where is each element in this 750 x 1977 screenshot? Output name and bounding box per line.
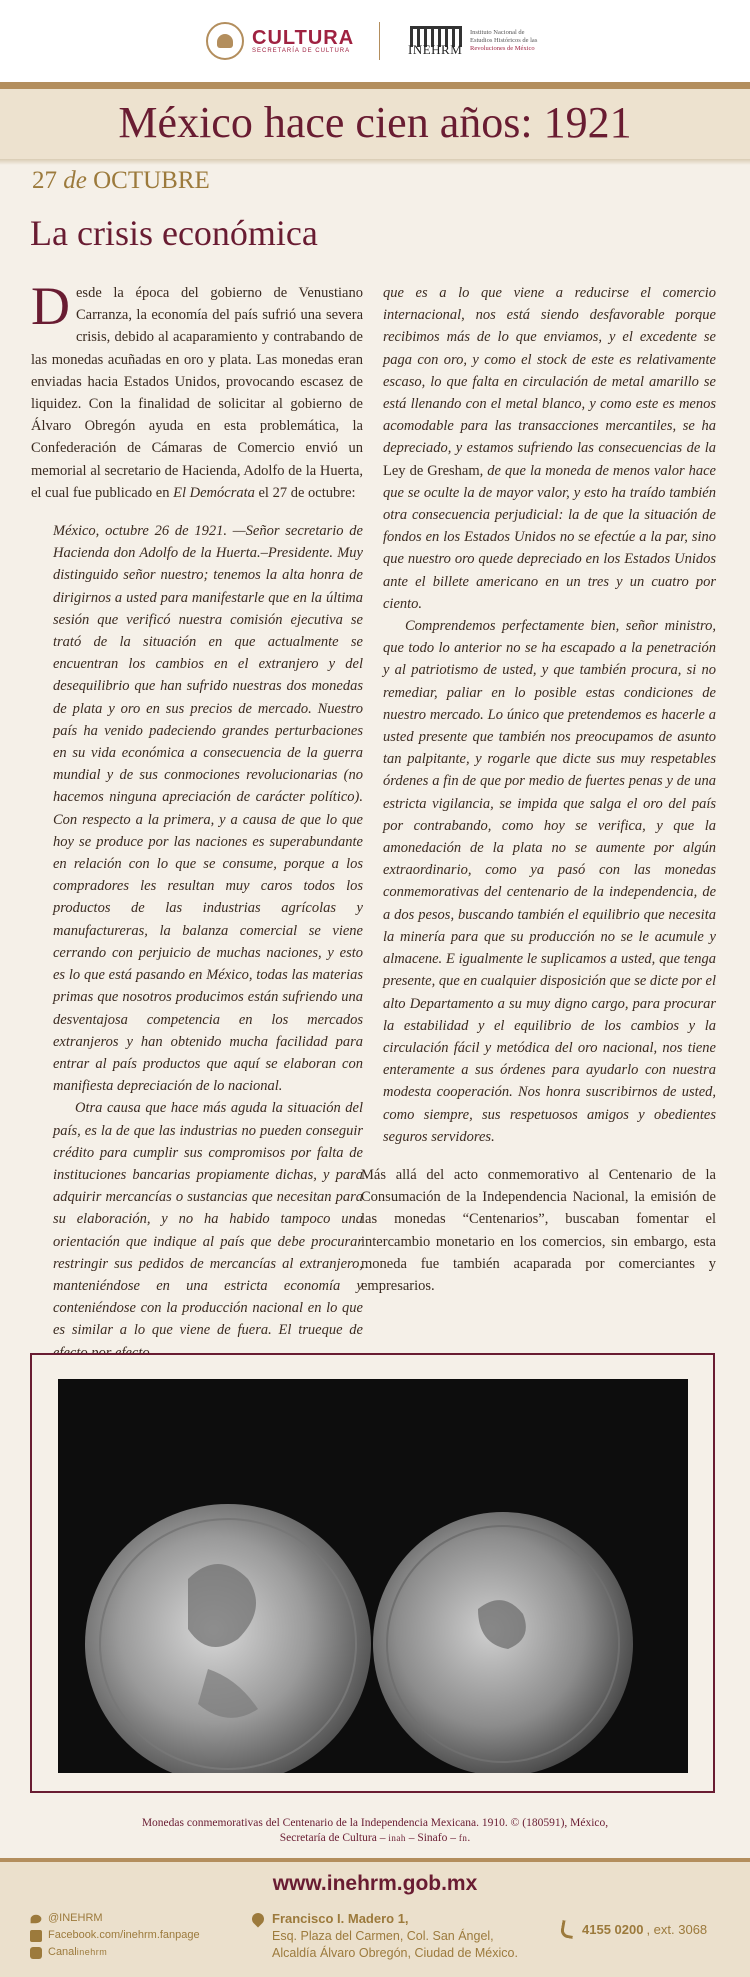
phone-ext: , ext. 3068 [646, 1922, 708, 1937]
twitter-handle: @INEHRM [48, 1912, 103, 1924]
caption-part: – Sinafo – [405, 1832, 459, 1844]
photo-caption [40, 1816, 710, 1846]
youtube-label: Canal [48, 1946, 77, 1958]
quote-paragraph-3: Comprendemos perfectamente bien, señor ministro, que todo lo anterior no se ha escapado a la penetración y al patriotismo de usted, y que también procura, si no remediar, paliar en lo posible estas condiciones de nuestro mercado. Lo único que pretendemos es hacerle a usted presente que también nos preocupamos de asunto tan palpitante, y rogarle que dicte sus muy respetables órdenes a fin de que por medio de fuertes penas y de una estricta vigilancia, se impida que salga el oro del país por contrabando, como hoy se verifica, y que la amonedación de la plata no se aumente por algún extraordinario, como ya pasó con las monedas conmemorativas del centenario de la independencia, de a dos pesos, buscando también el equilibrio que necesita la minería para que su producción no se le acumule y almacene. E igualmente le suplicamos a usted, que tenga presente, que en cualquier disposición que se dicte por el alto Departamento a su muy digno cargo, para procurar la estabilidad y el equilibrio de los cambios y la circulación fácil y metódica del oro nacional, nos tiene enteramente a sus órdenes para ayudarlo con nuestra modesta cooperación. Nos honra suscribirnos de usted, como siempre, sus respetuosos amigos y obedientes seguros servidores. [383, 618, 716, 1145]
article-headline: La crisis económica [30, 213, 318, 253]
date-month: OCTUBRE [93, 167, 210, 194]
address-line-3: Alcaldía Álvaro Obregón, Ciudad de México. [272, 1946, 518, 1960]
facebook-url: Facebook.com/inehrm.fanpage [48, 1929, 200, 1941]
inehrm-logo [408, 24, 550, 58]
inehrm-desc-line: Estudios Históricos de las [470, 37, 538, 44]
quote-paragraph-2: Otra causa que hace más aguda la situación del país, es la de que las industrias no pueden conseguir crédito para cumplir sus compromisos por falta de instituciones bancarias propiamente dichas, y para adquirir mercancías o sustancias que necesitan para su elaboración, y no ha habido tampoco una orientación que indique al país que debe procurar restringir sus pedidos de mercancías al extranjero, manteniéndose en una estricta economía y conteniéndose con la producción nacional en lo que es similar a lo que viene de fuera. El trueque de [53, 1100, 363, 1339]
coins-photo [58, 1379, 688, 1773]
quote-cont-text: que es a lo que viene a reducirse el comercio internacional, nos está siendo desfavorable porque recibimos más de lo que enviamos, y el excedente se paga con oro, y como el stock de este es relativamente escaso, lo que falta en circulación de metal amarillo se está llenando con el metal blanco, y como este es menos acomodable para las transacciones mercantiles, se ha depreciado, y estamos sufriendo las consecuencias de la [383, 285, 716, 457]
article-column-right [361, 282, 716, 1297]
intro-end: el 27 de octubre: [254, 484, 356, 501]
address-block [252, 1910, 518, 1962]
drop-cap: D [31, 276, 70, 336]
title-shadow [0, 159, 750, 165]
youtube-icon [30, 1947, 42, 1959]
intro-paragraph [31, 276, 363, 504]
social-links [30, 1910, 200, 1961]
newspaper-name: El Demócrata [173, 484, 255, 501]
header-divider [379, 22, 380, 60]
cultura-logo [206, 20, 354, 62]
quote-cont-end: , de que la moneda de menos valor hace que se oculte la de mayor valor, y esto ha traído también otra consecuencia perjudicial: la de que la situación de fondos en los Estados Unidos no se efectúe a la par, sino que nuestro oro quede depreciado en los Estados Unidos ante el billete americano en un tres y un cuatro por ciento. [383, 462, 716, 612]
cultura-subtitle: SECRETARÍA DE CULTURA [252, 48, 351, 54]
inehrm-name: INEHRM [408, 42, 463, 57]
date-label [32, 167, 210, 195]
website-link[interactable]: www.inehrm.gob.mx [272, 1872, 478, 1895]
caption-part: Secretaría de Cultura – [279, 1832, 389, 1844]
inehrm-description [470, 29, 550, 53]
photo-frame [30, 1353, 715, 1793]
map-pin-icon [250, 1911, 267, 1928]
address-line-1: Francisco I. Madero 1, [272, 1911, 409, 1926]
article-column-left [31, 276, 363, 1364]
cultura-name: CULTURA [252, 27, 355, 49]
facebook-icon [30, 1930, 42, 1942]
caption-line-1: Monedas conmemorativas del Centenario de la Independencia Mexicana. 1910. © (180591), México, [141, 1817, 609, 1829]
date-day: 27 [32, 167, 57, 194]
page-footer [0, 1862, 750, 1977]
phone-icon [560, 1920, 576, 1939]
conclusion-paragraph: Más allá del acto conmemorativo al Centenario de la Consumación de la Independencia Nacional, la emisión de las monedas “Centenarios”, buscaban fomentar el intercambio monetario en los comercios, sin embargo, esta moneda fue también acaparada por comerciantes y empresarios. [361, 1166, 716, 1294]
building-icon [408, 24, 464, 58]
phone-number: 4155 0200 [582, 1922, 644, 1937]
eagle-seal-icon [206, 22, 244, 60]
phone-block [561, 1921, 707, 1938]
caption-line-2 [40, 1831, 710, 1846]
date-de: de [63, 167, 87, 194]
inehrm-desc-line: Revoluciones de México [470, 45, 535, 52]
inehrm-desc-line: Instituto Nacional de [470, 29, 525, 36]
address-line-2: Esq. Plaza del Carmen, Col. San Ángel, [272, 1929, 494, 1943]
caption-fn: fn [458, 1833, 468, 1843]
quote-paragraph-2-cont [383, 282, 716, 615]
caption-part: . [467, 1832, 471, 1844]
title-band [0, 89, 750, 159]
twitter-icon [31, 1914, 42, 1922]
youtube-link[interactable] [30, 1944, 200, 1961]
intro-text: esde la época del gobierno de Venustiano Carranza, la economía del país sufrió una severa crisis, debido al acaparamiento y contrabando de las monedas acuñadas en oro y plata. Las monedas eran enviadas hacia Estados Unidos, provocando escasez de liquidez. Con la finalidad de solicitar al gobierno de Álvaro Obregón ayuda en esta problemática, la Confederación de Cámaras de Comercio envió un memorial al secretario de Hacienda, Adolfo de la Huerta, el cual fue publicado en [31, 285, 363, 501]
youtube-channel: inehrm [76, 1947, 108, 1957]
quote-paragraph-1: México, octubre 26 de 1921. —Señor secretario de Hacienda don Adolfo de la Huerta.–Presidente. Muy distinguido señor nuestro; tenemos la alta honra de dirigirnos a usted para manifestarle que en la última sesión que verificó nuestra comisión ejecutiva se trató de la situación en que actualmente se encuentran los cambios en el extranjero y del desequilibrio que han sufrido nuestras dos monedas de plata y oro en sus precios de mercado. Nuestro país ha venido padeciendo grandes perturbaciones en su vida económica a consecuencia de la guerra mundial y de sus conmociones revolucionarias (no hacemos ninguna apreciación de carácter político). Con respecto a la primera, y a causa de que lo que hoy se produce por las naciones es superabundante en relación con lo que se consume, porque a los compradores les resultan muy caros todos los productos de las industrias agrícolas y manufactureras, la balanza comercial se viene cerrando con perjuicio de muchas naciones, y esto es lo que está pasando en México, todas las materias primas que nosotros producimos están sufriendo una desventajosa competencia en los mercados extranjeros y han obtenido mucha facilidad para entrar al país productos que aquí se elaboran con manifiesta depreciación de lo nacional. [53, 523, 363, 1095]
gold-bar [0, 82, 750, 89]
page-title: México hace cien años: 1921 [118, 98, 632, 147]
facebook-link[interactable] [30, 1927, 200, 1944]
twitter-link[interactable] [30, 1910, 200, 1927]
gresham-law: Ley de Gresham [383, 462, 480, 479]
caption-inah: inah [388, 1833, 406, 1843]
page-header [0, 0, 750, 82]
